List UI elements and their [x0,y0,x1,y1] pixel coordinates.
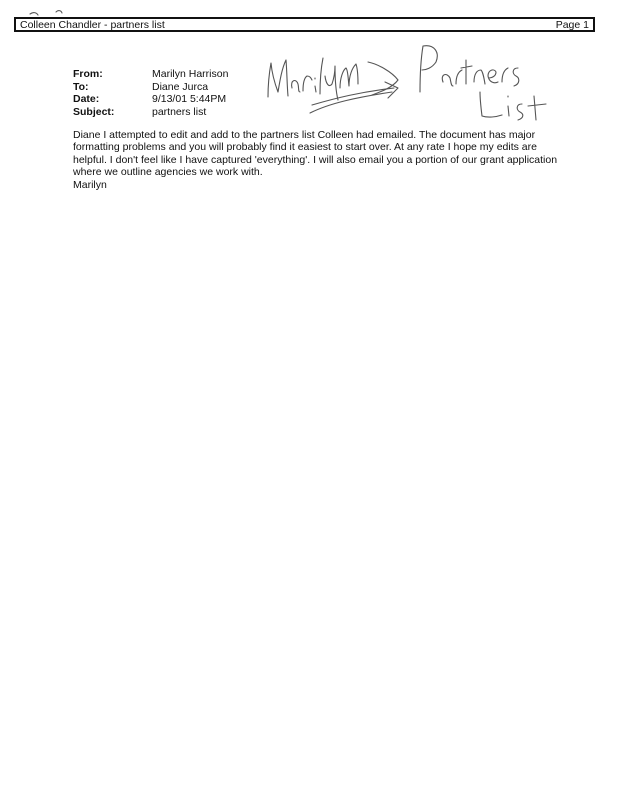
date-label: Date: [73,93,100,105]
body-line: helpful. I don't feel like I have captured 'everything'. I will also email you a portion of our grant application [73,153,558,166]
body-line: formatting problems and you will probably find it easiest to start over. At any rate I hope my edits are [73,141,537,154]
email-body [73,129,558,191]
from-value: Marilyn Harrison [152,68,229,80]
body-line: where we outline agencies we work with. [73,166,263,179]
from-row [73,68,228,81]
handwriting-arrow [310,82,398,113]
handwriting-list [480,92,546,120]
document-title: Colleen Chandler - partners list [20,19,165,31]
handwriting-marilyn [268,58,358,100]
document-header [14,17,595,32]
handwriting-mark [30,11,62,15]
subject-row [73,106,228,119]
email-metadata [73,68,228,118]
subject-value: partners list [152,105,207,118]
date-row [73,93,228,106]
to-value: Diane Jurca [152,80,209,93]
from-label: From: [73,68,103,80]
handwriting-partners [420,46,519,92]
to-row [73,81,228,94]
date-value: 9/13/01 5:44PM [152,93,227,105]
handwriting-paren [368,62,398,95]
page-number: Page 1 [555,19,589,31]
subject-label: Subject: [73,105,115,118]
signature: Marilyn [73,178,107,191]
to-label: To: [73,80,89,93]
body-line: Diane I attempted to edit and add to the partners list Colleen had emailed. The document has major [73,129,536,141]
